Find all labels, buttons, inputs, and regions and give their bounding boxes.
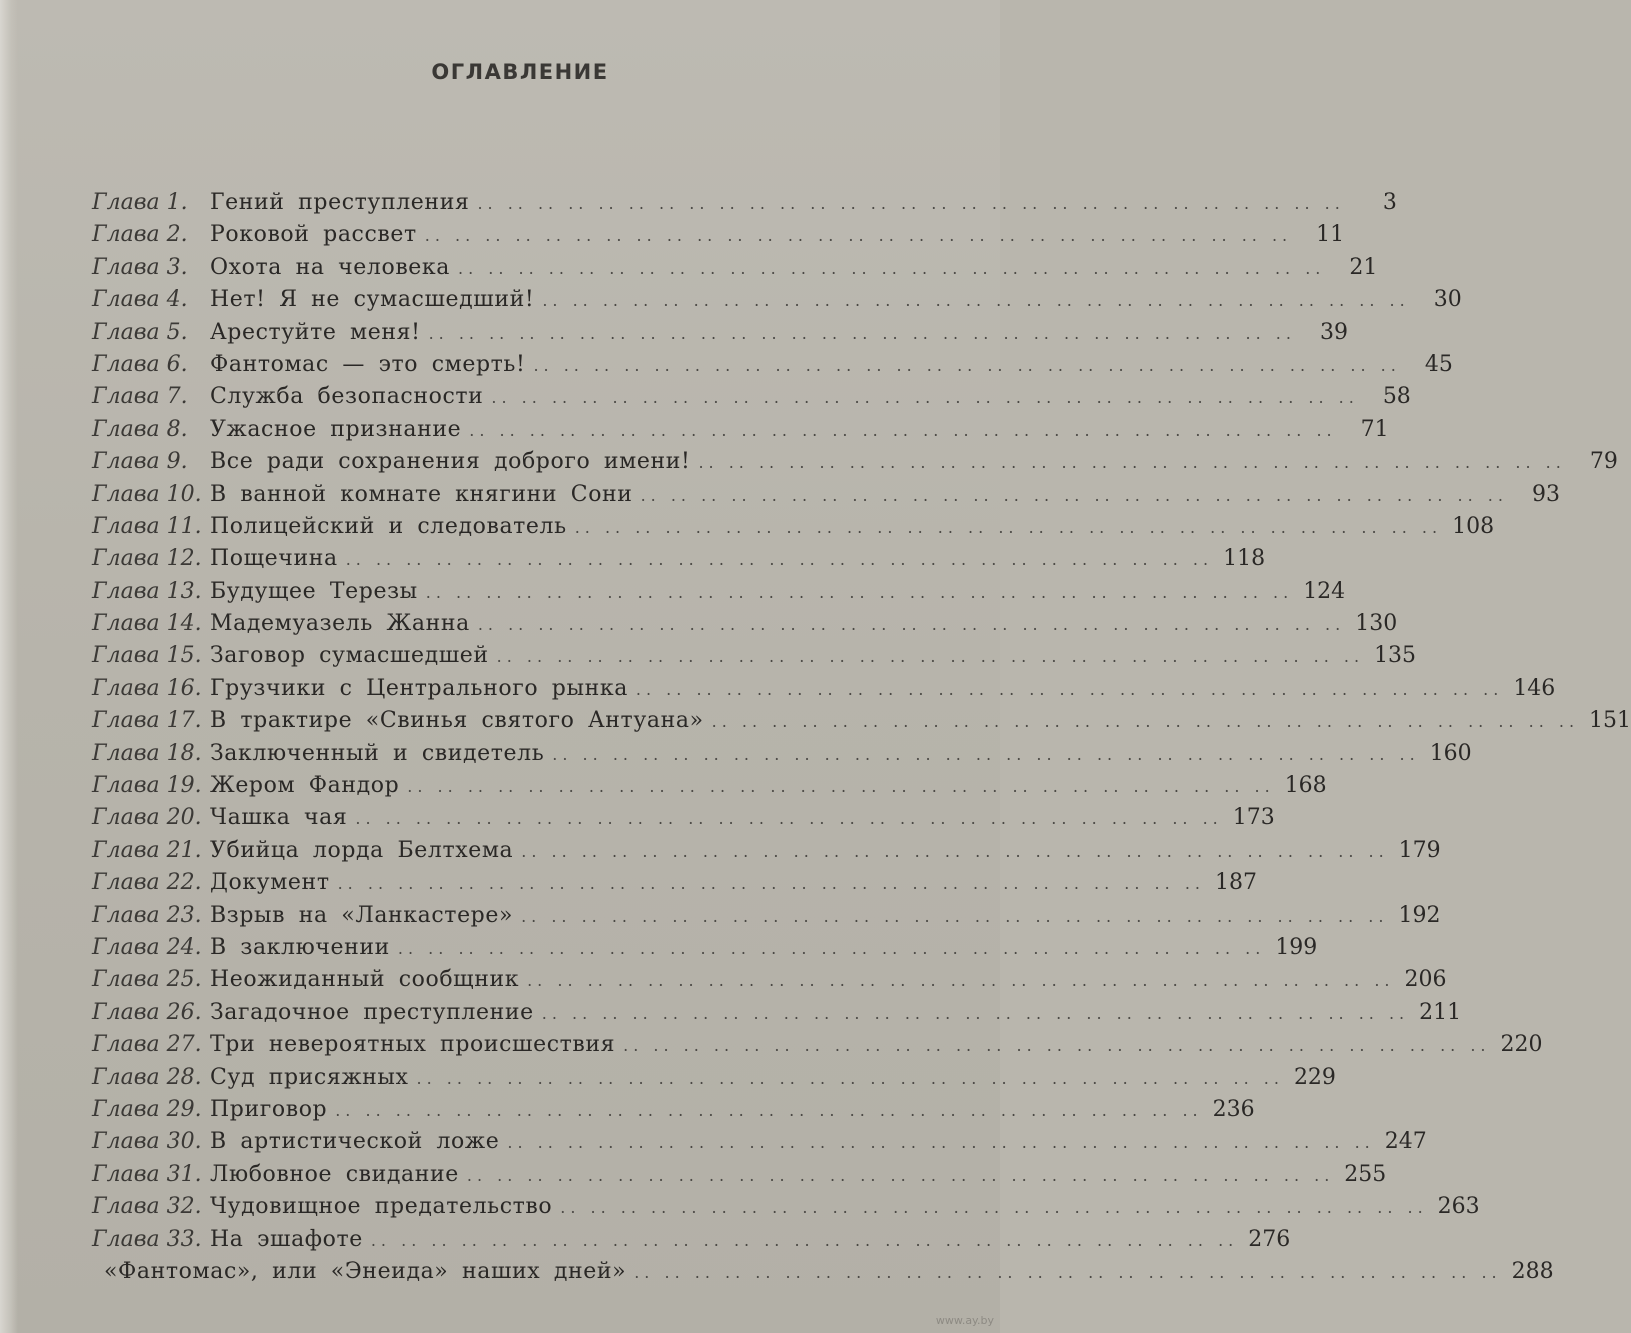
chapter-number: Глава 24. [92, 934, 202, 960]
chapter-title: Арестуйте меня! [210, 319, 421, 345]
toc-entry [92, 967, 1447, 999]
page-number: 220 [1500, 1032, 1543, 1058]
dot-leader: .. .. .. .. .. .. .. .. .. .. .. .. .. .. .. .. .. .. .. .. .. .. .. .. .. .. .. .. .. [521, 906, 1389, 926]
chapter-title: Приговор [210, 1096, 328, 1122]
toc-entry [92, 254, 1378, 287]
chapter-number: Глава 7. [92, 384, 188, 410]
chapter-title: В артистической ложе [210, 1129, 500, 1155]
page-number: 187 [1214, 870, 1257, 896]
dot-leader: .. .. .. .. .. .. .. .. .. .. .. .. .. .. .. .. .. .. .. .. .. .. .. .. .. .. .. .. .. [560, 1198, 1428, 1218]
dot-leader: .. .. .. .. .. .. .. .. .. .. .. .. .. .. .. .. .. .. .. .. .. .. .. .. .. .. .. .. .. [469, 420, 1337, 440]
page-number: 45 [1424, 351, 1453, 377]
toc-entry [92, 351, 1453, 384]
chapter-number: Глава 9. [92, 449, 188, 475]
dot-leader: .. .. .. .. .. .. .. .. .. .. .. .. .. .. .. .. .. .. .. .. .. .. .. .. .. .. .. .. .. [355, 809, 1223, 829]
toc-entry [92, 643, 1417, 675]
toc-entry [92, 513, 1495, 546]
dot-leader: .. .. .. .. .. .. .. .. .. .. .. .. .. .. .. .. .. .. .. .. .. .. .. .. .. .. .. .. .. [496, 647, 1365, 667]
dot-leader: .. .. .. .. .. .. .. .. .. .. .. .. .. .. .. .. .. .. .. .. .. .. .. .. .. .. .. .. .. [552, 744, 1420, 764]
chapter-number: Глава 18. [92, 740, 202, 766]
toc-entry [92, 190, 1397, 222]
chapter-title: Роковой рассвет [210, 222, 417, 248]
page-number: 229 [1293, 1064, 1336, 1090]
toc-entry [92, 740, 1472, 773]
chapter-number: Глава 14. [92, 611, 202, 637]
chapter-number: Глава 22. [92, 870, 202, 896]
dot-leader: .. .. .. .. .. .. .. .. .. .. .. .. .. .. .. .. .. .. .. .. .. .. .. .. .. .. .. .. .. [428, 323, 1296, 343]
page-number: 118 [1223, 546, 1266, 572]
toc-entry [92, 546, 1266, 578]
dot-leader: .. .. .. .. .. .. .. .. .. .. .. .. .. .. .. .. .. .. .. .. .. .. .. .. .. .. .. .. .. [335, 1100, 1203, 1120]
dot-leader: .. .. .. .. .. .. .. .. .. .. .. .. .. .. .. .. .. .. .. .. .. .. .. .. .. .. .. .. .. [345, 550, 1214, 570]
toc-entry [92, 1258, 1554, 1291]
chapter-number: Глава 30. [92, 1129, 202, 1155]
dot-leader: .. .. .. .. .. .. .. .. .. .. .. .. .. .. .. .. .. .. .. .. .. .. .. .. .. .. .. .. .. [640, 485, 1508, 505]
chapter-number: Глава 27. [92, 1032, 202, 1058]
toc-entry [92, 773, 1327, 805]
dot-leader: .. .. .. .. .. .. .. .. .. .. .. .. .. .. .. .. .. .. .. .. .. .. .. .. .. .. .. .. .. [623, 1036, 1491, 1056]
dot-leader: .. .. .. .. .. .. .. .. .. .. .. .. .. .. .. .. .. .. .. .. .. .. .. .. .. .. .. .. .. [635, 679, 1504, 699]
dot-leader: .. .. .. .. .. .. .. .. .. .. .. .. .. .. .. .. .. .. .. .. .. .. .. .. .. .. .. .. .. [491, 388, 1359, 408]
toc-entry [92, 1064, 1336, 1097]
chapter-number: Глава 11. [92, 513, 202, 539]
dot-leader: .. .. .. .. .. .. .. .. .. .. .. .. .. .. .. .. .. .. .. .. .. .. .. .. .. .. .. .. .. [521, 841, 1389, 861]
dot-leader: .. .. .. .. .. .. .. .. .. .. .. .. .. .. .. .. .. .. .. .. .. .. .. .. .. .. .. .. .. [477, 615, 1346, 635]
page-number: 58 [1382, 384, 1411, 410]
chapter-number: Глава 20. [92, 805, 202, 831]
page-number: 168 [1284, 773, 1327, 799]
toc-entry [92, 902, 1441, 935]
chapter-title: Грузчики с Центрального рынка [210, 675, 628, 701]
toc-entry [92, 384, 1411, 416]
chapter-title: В ванной комнате княгини Сони [210, 481, 633, 507]
table-of-contents [92, 190, 1631, 1291]
toc-entry [92, 611, 1398, 643]
toc-entry [92, 837, 1441, 870]
dot-leader: .. .. .. .. .. .. .. .. .. .. .. .. .. .. .. .. .. .. .. .. .. .. .. .. .. .. .. .. .. [425, 582, 1294, 602]
page-number: 151 [1589, 708, 1631, 734]
dot-leader: .. .. .. .. .. .. .. .. .. .. .. .. .. .. .. .. .. .. .. .. .. .. .. .. .. .. .. .. .. [542, 291, 1410, 311]
toc-entry [92, 1226, 1291, 1259]
chapter-title: «Фантомас», или «Энеида» наших дней» [104, 1258, 627, 1284]
dot-leader: .. .. .. .. .. .. .. .. .. .. .. .. .. .. .. .. .. .. .. .. .. .. .. .. .. .. .. .. .. [424, 226, 1293, 246]
dot-leader: .. .. .. .. .. .. .. .. .. .. .. .. .. .. .. .. .. .. .. .. .. .. .. .. .. .. .. .. .. [466, 1165, 1335, 1185]
chapter-number: Глава 8. [92, 416, 188, 442]
page-number: 135 [1374, 643, 1417, 669]
dot-leader: .. .. .. .. .. .. .. .. .. .. .. .. .. .. .. .. .. .. .. .. .. .. .. .. .. .. .. .. .. [458, 258, 1326, 278]
chapter-number: Глава 4. [92, 287, 188, 313]
page-number: 130 [1355, 611, 1398, 637]
chapter-title: Суд присяжных [210, 1064, 409, 1090]
chapter-title: Мадемуазель Жанна [210, 611, 470, 637]
chapter-number: Глава 33. [92, 1226, 202, 1252]
toc-entry [92, 999, 1462, 1032]
chapter-number: Глава 29. [92, 1096, 202, 1122]
dot-leader: .. .. .. .. .. .. .. .. .. .. .. .. .. .. .. .. .. .. .. .. .. .. .. .. .. .. .. .. .. [507, 1133, 1375, 1153]
page-number: 179 [1398, 837, 1441, 863]
chapter-title: Любовное свидание [210, 1161, 459, 1187]
chapter-number: Глава 28. [92, 1064, 202, 1090]
chapter-number: Глава 16. [92, 675, 202, 701]
page-number: 199 [1275, 934, 1318, 960]
toc-entry [92, 805, 1275, 837]
page-number: 108 [1452, 513, 1495, 539]
chapter-title: Три невероятных происшествия [210, 1032, 616, 1058]
watermark: www.ay.by [935, 1314, 994, 1327]
page-spine-edge [0, 0, 18, 1333]
chapter-title: Гений преступления [210, 190, 470, 215]
page-number: 160 [1429, 740, 1472, 766]
page-title: ОГЛАВЛЕНИЕ [431, 60, 609, 84]
page-number: 192 [1398, 902, 1441, 928]
toc-entry [92, 449, 1618, 481]
chapter-title: Все ради сохранения доброго имени! [210, 449, 691, 475]
toc-entry [92, 416, 1389, 449]
chapter-number: Глава 19. [92, 773, 202, 799]
toc-entry [92, 708, 1631, 740]
chapter-title: Заговор сумасшедшей [210, 643, 489, 669]
chapter-title: Неожиданный сообщник [210, 967, 520, 993]
chapter-title: Чашка чая [210, 805, 348, 831]
toc-entry [92, 675, 1556, 708]
dot-leader: .. .. .. .. .. .. .. .. .. .. .. .. .. .. .. .. .. .. .. .. .. .. .. .. .. .. .. .. .. [407, 777, 1275, 797]
page-number: 211 [1419, 999, 1462, 1025]
dot-leader: .. .. .. .. .. .. .. .. .. .. .. .. .. .. .. .. .. .. .. .. .. .. .. .. .. .. .. .. .. [397, 938, 1266, 958]
chapter-number: Глава 21. [92, 837, 202, 863]
dot-leader: .. .. .. .. .. .. .. .. .. .. .. .. .. .. .. .. .. .. .. .. .. .. .. .. .. .. .. .. .. [416, 1068, 1284, 1088]
dot-leader: .. .. .. .. .. .. .. .. .. .. .. .. .. .. .. .. .. .. .. .. .. .. .. .. .. .. .. .. .. [711, 712, 1580, 732]
chapter-title: Ужасное признание [210, 416, 462, 442]
page-number: 124 [1303, 578, 1346, 604]
toc-entry [92, 287, 1462, 319]
dot-leader: .. .. .. .. .. .. .. .. .. .. .. .. .. .. .. .. .. .. .. .. .. .. .. .. .. .. .. .. .. [533, 355, 1401, 375]
chapter-title: Чудовищное предательство [210, 1194, 553, 1220]
chapter-title: В трактире «Свинья святого Антуана» [210, 708, 704, 734]
chapter-number: Глава 31. [92, 1161, 202, 1187]
dot-leader: .. .. .. .. .. .. .. .. .. .. .. .. .. .. .. .. .. .. .. .. .. .. .. .. .. .. .. .. .. [574, 517, 1443, 537]
chapter-number: Глава 6. [92, 351, 188, 377]
page-number: 263 [1437, 1194, 1480, 1220]
page-number: 236 [1212, 1096, 1255, 1122]
page-number: 288 [1511, 1258, 1554, 1284]
toc-entry [92, 1096, 1255, 1129]
toc-entry [92, 1194, 1480, 1226]
toc-entry [92, 1129, 1427, 1161]
chapter-number: Глава 2. [92, 222, 188, 248]
page-number: 276 [1248, 1226, 1291, 1252]
page-number: 3 [1382, 190, 1397, 215]
page-number: 247 [1384, 1129, 1427, 1155]
chapter-number: Глава 12. [92, 546, 202, 572]
chapter-title: Пощечина [210, 546, 338, 572]
chapter-title: Заключенный и свидетель [210, 740, 545, 766]
page-number: 21 [1349, 254, 1378, 280]
toc-entry [92, 481, 1560, 514]
page-number: 206 [1404, 967, 1447, 993]
dot-leader: .. .. .. .. .. .. .. .. .. .. .. .. .. .. .. .. .. .. .. .. .. .. .. .. .. .. .. .. .. [698, 453, 1566, 473]
dot-leader: .. .. .. .. .. .. .. .. .. .. .. .. .. .. .. .. .. .. .. .. .. .. .. .. .. .. .. .. .. [370, 1230, 1239, 1250]
chapter-title: Нет! Я не сумасшедший! [210, 287, 535, 313]
dot-leader: .. .. .. .. .. .. .. .. .. .. .. .. .. .. .. .. .. .. .. .. .. .. .. .. .. .. .. .. .. [527, 971, 1395, 991]
toc-entry [92, 1161, 1387, 1194]
chapter-number: Глава 3. [92, 254, 188, 280]
chapter-number: Глава 5. [92, 319, 188, 345]
chapter-title: В заключении [210, 934, 390, 960]
toc-entry [92, 222, 1345, 254]
chapter-number: Глава 17. [92, 708, 202, 734]
chapter-number: Глава 32. [92, 1194, 202, 1220]
chapter-number: Глава 26. [92, 999, 202, 1025]
page-number: 255 [1344, 1161, 1387, 1187]
toc-entry [92, 319, 1348, 352]
dot-leader: .. .. .. .. .. .. .. .. .. .. .. .. .. .. .. .. .. .. .. .. .. .. .. .. .. .. .. .. .. [477, 194, 1345, 213]
page-number: 71 [1360, 416, 1389, 442]
chapter-number: Глава 15. [92, 643, 202, 669]
chapter-title: Фантомас — это смерть! [210, 351, 526, 377]
chapter-title: Жером Фандор [210, 773, 400, 799]
toc-entry [92, 1032, 1543, 1064]
chapter-number: Глава 23. [92, 902, 202, 928]
toc-entry [92, 934, 1318, 967]
chapter-number: Глава 25. [92, 967, 202, 993]
chapter-title: Полицейский и следователь [210, 513, 567, 539]
chapter-title: Взрыв на «Ланкастере» [210, 902, 514, 928]
toc-entry [92, 578, 1346, 611]
chapter-number: Глава 1. [92, 190, 188, 215]
page-number: 146 [1513, 675, 1556, 701]
chapter-title: Убийца лорда Белтхема [210, 837, 514, 863]
chapter-title: Загадочное преступление [210, 999, 534, 1025]
toc-entry [92, 870, 1257, 902]
chapter-title: На эшафоте [210, 1226, 363, 1252]
page-number: 11 [1316, 222, 1345, 248]
page-number: 173 [1232, 805, 1275, 831]
chapter-title: Будущее Терезы [210, 578, 418, 604]
page-number: 39 [1319, 319, 1348, 345]
page-number: 30 [1433, 287, 1462, 313]
dot-leader: .. .. .. .. .. .. .. .. .. .. .. .. .. .. .. .. .. .. .. .. .. .. .. .. .. .. .. .. .. [337, 874, 1205, 894]
dot-leader: .. .. .. .. .. .. .. .. .. .. .. .. .. .. .. .. .. .. .. .. .. .. .. .. .. .. .. .. .. [541, 1003, 1410, 1023]
chapter-title: Охота на человека [210, 254, 450, 280]
chapter-number: Глава 13. [92, 578, 202, 604]
chapter-title: Служба безопасности [210, 384, 484, 410]
page-number: 79 [1589, 449, 1618, 475]
dot-leader: .. .. .. .. .. .. .. .. .. .. .. .. .. .. .. .. .. .. .. .. .. .. .. .. .. .. .. .. .. [634, 1262, 1502, 1282]
page-number: 93 [1531, 481, 1560, 507]
chapter-number: Глава 10. [92, 481, 202, 507]
chapter-title: Документ [210, 870, 330, 896]
